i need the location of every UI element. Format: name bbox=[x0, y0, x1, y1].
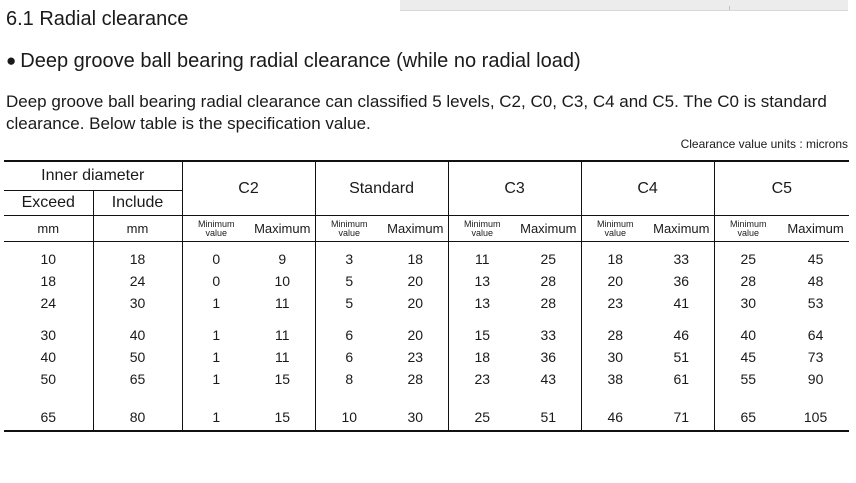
table-cell: 48 bbox=[807, 273, 824, 289]
table-cell: 1 bbox=[182, 368, 250, 390]
min-value-header-standard bbox=[315, 216, 383, 242]
table-cell: 5 bbox=[315, 292, 383, 314]
inner-diameter-header: Inner diameter bbox=[4, 161, 182, 191]
min-value-label: value bbox=[338, 227, 361, 238]
section-title: 6.1 Radial clearance bbox=[6, 8, 189, 30]
table-cell: 28 bbox=[581, 324, 649, 346]
table-cell: 8 bbox=[315, 368, 383, 390]
clearance-table bbox=[4, 160, 849, 432]
table-cell: 30 bbox=[581, 346, 649, 368]
table-cell: 20 bbox=[407, 295, 424, 311]
table-cell: 28 bbox=[407, 371, 424, 387]
table-cell: 10 bbox=[315, 404, 383, 431]
table-row bbox=[4, 368, 849, 390]
description: Deep groove ball bearing radial clearance can classified 5 levels, C2, C0, C3, C4 and C5. The C0 is standard clearance. Below table is the specification value. bbox=[6, 92, 827, 133]
table-cell: 105 bbox=[782, 404, 849, 431]
table-cell: 10 bbox=[4, 242, 93, 271]
table-cell: 51 bbox=[673, 349, 690, 365]
table-cell: 64 bbox=[807, 327, 824, 343]
table-cell: 5 bbox=[315, 270, 383, 292]
table-cell: 30 bbox=[383, 404, 448, 431]
table-cell: 40 bbox=[129, 327, 146, 343]
table-cell: 46 bbox=[673, 327, 690, 343]
max-value-header-c3: Maximum bbox=[516, 216, 581, 242]
table-cell: 41 bbox=[673, 295, 690, 311]
table-cell: 6 bbox=[315, 346, 383, 368]
table-cell: 18 bbox=[4, 270, 93, 292]
table-cell: 25 bbox=[540, 251, 557, 267]
table-cell: 36 bbox=[540, 349, 557, 365]
table-cell: 24 bbox=[129, 273, 146, 289]
table-cell: 10 bbox=[274, 273, 291, 289]
table-row bbox=[4, 242, 849, 271]
table-cell: 23 bbox=[448, 368, 516, 390]
table-cell: 11 bbox=[275, 349, 290, 365]
table-cell: 45 bbox=[807, 251, 824, 267]
top-banner-bar bbox=[400, 0, 848, 11]
min-value-label: value bbox=[604, 227, 627, 238]
max-value-header-standard: Maximum bbox=[383, 216, 448, 242]
table-cell: 65 bbox=[4, 404, 93, 431]
table-row bbox=[4, 324, 849, 346]
table-cell: 90 bbox=[807, 371, 824, 387]
table-cell: 0 bbox=[182, 270, 250, 292]
table-cell: 11 bbox=[275, 295, 290, 311]
table-cell: 30 bbox=[129, 295, 146, 311]
min-value-label: value bbox=[205, 227, 228, 238]
group-header-c4: C4 bbox=[581, 161, 714, 216]
table-cell: 1 bbox=[182, 404, 250, 431]
min-value-header-c3 bbox=[448, 216, 516, 242]
min-value-header-c5 bbox=[714, 216, 782, 242]
banner-tick bbox=[729, 6, 730, 10]
table-cell: 61 bbox=[673, 371, 690, 387]
table-row bbox=[4, 404, 849, 431]
table-cell: 11 bbox=[275, 327, 290, 343]
max-value-header-c4: Maximum bbox=[649, 216, 714, 242]
table-cell: 20 bbox=[407, 327, 424, 343]
spacer-row bbox=[4, 390, 849, 404]
table-cell: 28 bbox=[540, 295, 557, 311]
table-cell: 45 bbox=[714, 346, 782, 368]
table-cell: 28 bbox=[540, 273, 557, 289]
max-value-header-c2: Maximum bbox=[250, 216, 315, 242]
table-cell: 50 bbox=[129, 349, 146, 365]
min-value-label: Minimum bbox=[464, 218, 501, 229]
table-cell: 13 bbox=[448, 292, 516, 314]
table-cell: 6 bbox=[315, 324, 383, 346]
table-cell: 65 bbox=[714, 404, 782, 431]
table-cell: 28 bbox=[714, 270, 782, 292]
min-value-label: Minimum bbox=[730, 218, 767, 229]
table-cell: 20 bbox=[581, 270, 649, 292]
table-cell: 18 bbox=[448, 346, 516, 368]
table-cell: 30 bbox=[4, 324, 93, 346]
table-cell: 23 bbox=[407, 349, 424, 365]
table-cell: 9 bbox=[278, 251, 287, 267]
table-cell: 53 bbox=[807, 295, 824, 311]
table-cell: 33 bbox=[540, 327, 557, 343]
table-cell: 55 bbox=[714, 368, 782, 390]
table-row bbox=[4, 346, 849, 368]
units-note: Clearance value units : microns bbox=[680, 137, 848, 151]
table-cell: 40 bbox=[714, 324, 782, 346]
table-cell: 15 bbox=[274, 371, 291, 387]
min-value-header-c2 bbox=[182, 216, 250, 242]
group-header-c5: C5 bbox=[714, 161, 849, 216]
table-cell: 24 bbox=[4, 292, 93, 314]
table-cell: 36 bbox=[673, 273, 690, 289]
min-value-label: Minimum bbox=[198, 218, 235, 229]
unit-mm-exceed: mm bbox=[4, 216, 93, 242]
max-value-header-c5: Maximum bbox=[782, 216, 849, 242]
table-cell: 20 bbox=[407, 273, 424, 289]
unit-mm-include: mm bbox=[93, 216, 182, 242]
table-cell: 51 bbox=[516, 404, 581, 431]
table-cell: 25 bbox=[714, 242, 782, 271]
min-value-label: Minimum bbox=[597, 218, 634, 229]
table-cell: 25 bbox=[448, 404, 516, 431]
table-cell: 1 bbox=[182, 324, 250, 346]
exceed-header: Exceed bbox=[4, 191, 93, 216]
table-cell: 1 bbox=[182, 346, 250, 368]
table-cell: 23 bbox=[581, 292, 649, 314]
table-cell: 18 bbox=[407, 251, 424, 267]
group-header-standard: Standard bbox=[315, 161, 448, 216]
table-cell: 73 bbox=[807, 349, 824, 365]
spacer-row bbox=[4, 314, 849, 324]
table-row bbox=[4, 292, 849, 314]
table-cell: 0 bbox=[182, 242, 250, 271]
table-cell: 46 bbox=[581, 404, 649, 431]
table-cell: 43 bbox=[540, 371, 557, 387]
table-cell: 3 bbox=[315, 242, 383, 271]
include-header: Include bbox=[111, 194, 164, 211]
table-cell: 65 bbox=[129, 371, 146, 387]
bullet-icon: ● bbox=[6, 51, 17, 70]
table-cell: 15 bbox=[250, 404, 315, 431]
table-cell: 13 bbox=[448, 270, 516, 292]
table-cell: 15 bbox=[448, 324, 516, 346]
table-cell: 71 bbox=[649, 404, 714, 431]
min-value-header-c4 bbox=[581, 216, 649, 242]
table-cell: 1 bbox=[182, 292, 250, 314]
group-header-c2: C2 bbox=[182, 161, 315, 216]
table-cell: 80 bbox=[93, 404, 182, 431]
table-row bbox=[4, 270, 849, 292]
min-value-label: Minimum bbox=[331, 218, 368, 229]
table-cell: 18 bbox=[129, 251, 146, 267]
min-value-label: value bbox=[471, 227, 494, 238]
table-cell: 11 bbox=[448, 242, 516, 271]
table-cell: 50 bbox=[4, 368, 93, 390]
min-value-label: value bbox=[737, 227, 760, 238]
table-cell: 38 bbox=[581, 368, 649, 390]
table-cell: 18 bbox=[581, 242, 649, 271]
table-cell: 40 bbox=[4, 346, 93, 368]
table-cell: 30 bbox=[714, 292, 782, 314]
subtitle-text: Deep groove ball bearing radial clearance (while no radial load) bbox=[20, 50, 581, 72]
table-cell: 33 bbox=[673, 251, 690, 267]
subtitle bbox=[6, 50, 581, 73]
group-header-c3: C3 bbox=[448, 161, 581, 216]
